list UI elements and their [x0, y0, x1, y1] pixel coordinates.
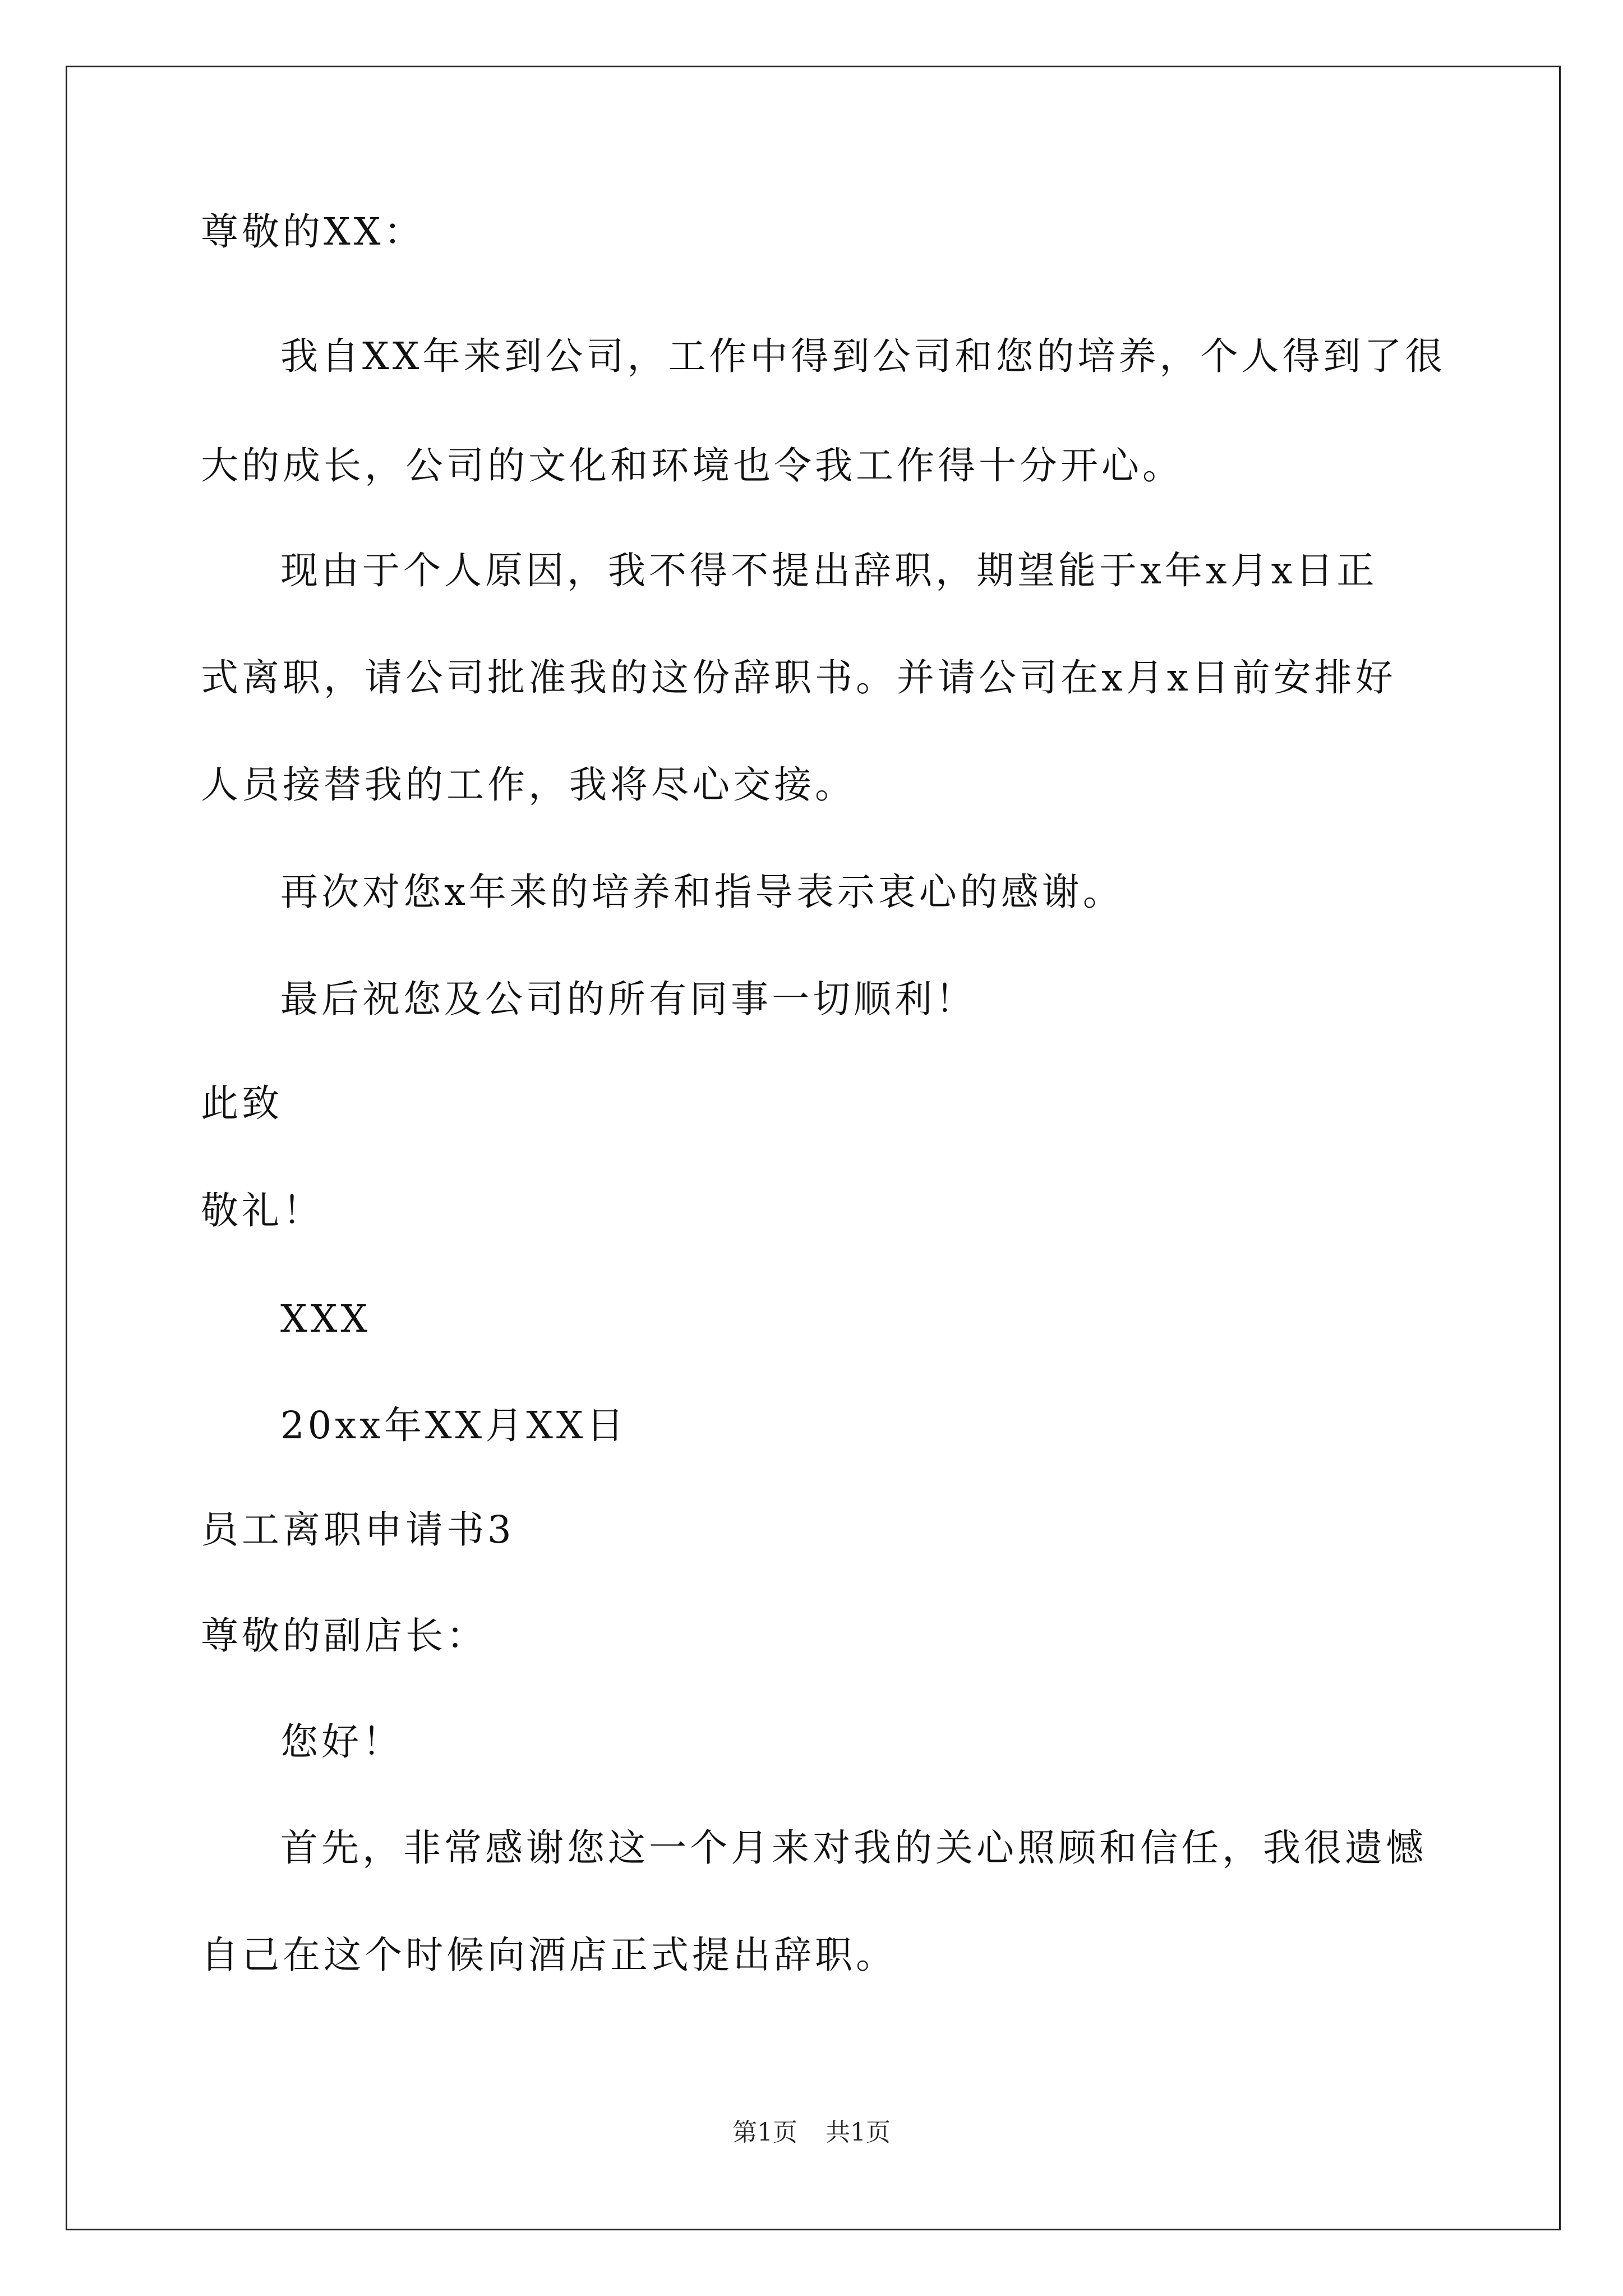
paragraph-line: 大的成长，公司的文化和环境也令我工作得十分开心。: [201, 444, 1183, 487]
signature-date: 20xx年XX月XX日: [280, 1404, 628, 1447]
paragraph-line: 首先，非常感谢您这一个月来对我的关心照顾和信任，我很遗憾: [280, 1826, 1427, 1870]
page-border: [66, 66, 1561, 2230]
paragraph-line: 最后祝您及公司的所有同事一切顺利！: [280, 977, 976, 1021]
salutation: 尊敬的副店长：: [201, 1614, 487, 1658]
paragraph-line: 现由于个人原因，我不得不提出辞职，期望能于x年x月x日正: [280, 549, 1378, 592]
paragraph-line: 人员接替我的工作，我将尽心交接。: [201, 763, 856, 807]
paragraph-line: 式离职，请公司批准我的这份辞职书。并请公司在x月x日前安排好: [201, 656, 1396, 700]
salutation: 尊敬的XX：: [201, 210, 425, 254]
paragraph-line: 自己在这个时候向酒店正式提出辞职。: [201, 1933, 897, 1977]
paragraph-line: 再次对您x年来的培养和指导表示衷心的感谢。: [280, 870, 1124, 914]
signature-name: XXX: [280, 1297, 371, 1341]
page-number: 第1页: [732, 2118, 797, 2147]
page-total: 共1页: [826, 2118, 891, 2147]
section-title: 员工离职申请书3: [201, 1508, 515, 1552]
greeting-line: 您好！: [280, 1720, 403, 1764]
page-footer: [0, 2116, 1623, 2150]
paragraph-line: 我自XX年来到公司，工作中得到公司和您的培养，个人得到了很: [280, 334, 1446, 378]
closing-line: 此致: [201, 1082, 283, 1125]
closing-line: 敬礼！: [201, 1189, 324, 1232]
